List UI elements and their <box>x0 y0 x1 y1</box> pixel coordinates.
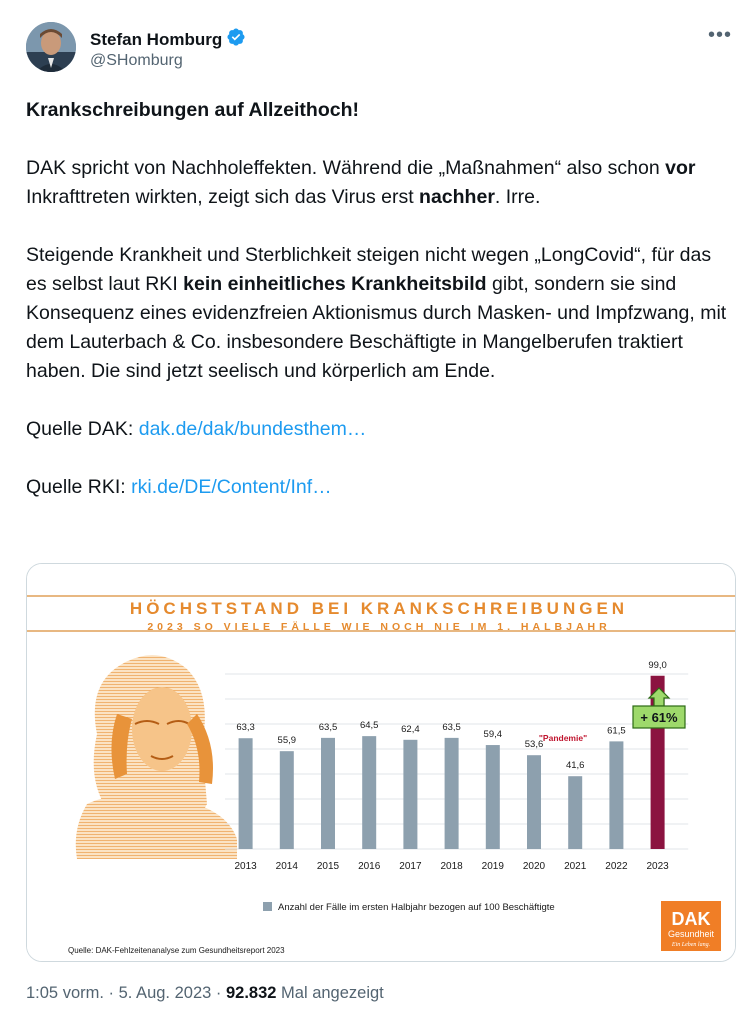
more-options-icon[interactable]: ••• <box>707 24 732 46</box>
tweet-paragraph-1: DAK spricht von Nachholeffekten. Während die „Maßnahmen“ also schon vor Inkrafttreten wirkten, zeigt sich das Virus erst nachher. Irre. <box>26 157 696 208</box>
x-label-2022: 2022 <box>605 861 628 872</box>
bar-2020 <box>527 755 541 849</box>
dak-link[interactable]: dak.de/dak/bundesthem… <box>138 418 367 440</box>
value-label-2021: 41,6 <box>565 760 585 772</box>
views-label: Mal angezeigt <box>276 984 384 1002</box>
bar-2015 <box>321 738 335 849</box>
increase-label: + 61% <box>640 710 678 725</box>
svg-text:Ein Leben lang.: Ein Leben lang. <box>671 942 711 948</box>
bar-2019 <box>486 745 500 849</box>
svg-text:DAK: DAK <box>671 909 711 929</box>
bar-2018 <box>445 738 459 849</box>
value-label-2019: 59,4 <box>483 729 503 741</box>
verified-badge-icon <box>226 27 246 52</box>
value-label-2020: 53,6 <box>524 739 544 751</box>
tweet-meta: 1:05 vorm. · 5. Aug. 2023 · 92.832 Mal angezeigt <box>26 984 384 1002</box>
x-label-2019: 2019 <box>481 861 504 872</box>
chart-title: HÖCHSTSTAND BEI KRANKSCHREIBUNGEN <box>129 599 629 618</box>
bar-2017 <box>403 740 417 849</box>
bar-2014 <box>280 751 294 849</box>
bar-2013 <box>239 738 253 849</box>
value-label-2023: 99,0 <box>648 659 667 671</box>
source-dak: Quelle DAK: dak.de/dak/bundesthem… <box>26 418 367 440</box>
tweet-time[interactable]: 1:05 vorm. <box>26 984 104 1002</box>
value-label-2018: 63,5 <box>442 721 461 733</box>
tweet-date[interactable]: 5. Aug. 2023 <box>118 984 212 1002</box>
chart-image-card[interactable] <box>26 563 736 962</box>
tweet-title: Krankschreibungen auf Allzeithoch! <box>26 99 359 121</box>
x-label-2016: 2016 <box>358 861 381 872</box>
avatar[interactable] <box>26 22 76 72</box>
tweet-text <box>26 96 731 502</box>
x-label-2023: 2023 <box>646 861 669 872</box>
views-count: 92.832 <box>225 984 277 1002</box>
tweet-paragraph-2: Steigende Krankheit und Sterblichkeit steigen nicht wegen „LongCovid“, für das es selbst laut RKI kein einheitliches Krankheitsbild gibt, sondern sie sind Konsequenz eines evidenzfreien Aktionismus durch Masken- und Impfzwang, mit dem Lauterbach & Co. insbesondere Beschäftigte in Mangelberufen traktiert haben. Die sind jetzt seelisch und körperlich am Ende. <box>26 244 727 382</box>
value-label-2016: 64,5 <box>359 720 379 732</box>
x-label-2015: 2015 <box>316 861 340 872</box>
source-rki: Quelle RKI: rki.de/DE/Content/Inf… <box>26 476 332 498</box>
x-label-2021: 2021 <box>564 861 587 872</box>
chart-subtitle: 2023 SO VIELE FÄLLE WIE NOCH NIE IM 1. HALBJAHR <box>147 621 611 633</box>
chart-source: Quelle: DAK-Fehlzeitenanalyse zum Gesundheitsreport 2023 <box>68 946 285 955</box>
author-handle[interactable]: @SHomburg <box>90 52 183 69</box>
svg-text:Gesundheit: Gesundheit <box>667 929 715 939</box>
bar-2022 <box>609 741 623 849</box>
value-label-2017: 62,4 <box>401 723 420 735</box>
tweet-header <box>26 22 736 78</box>
legend-swatch <box>263 902 272 911</box>
x-label-2020: 2020 <box>522 861 546 872</box>
x-label-2013: 2013 <box>234 861 257 872</box>
bar-2016 <box>362 736 376 849</box>
dak-logo <box>661 901 721 951</box>
rki-link[interactable]: rki.de/DE/Content/Inf… <box>131 476 332 498</box>
author-name[interactable]: Stefan Homburg <box>90 29 223 49</box>
x-label-2017: 2017 <box>399 861 422 872</box>
value-label-2022: 61,5 <box>607 725 626 737</box>
chart-legend: Anzahl der Fälle im ersten Halbjahr bezogen auf 100 Beschäftigte <box>278 902 555 913</box>
bar-2021 <box>568 776 582 849</box>
value-label-2013: 63,3 <box>236 722 255 734</box>
chart-graphic <box>27 564 735 961</box>
x-label-2014: 2014 <box>275 861 298 872</box>
pandemie-annotation: "Pandemie" <box>538 733 588 743</box>
value-label-2014: 55,9 <box>277 735 297 747</box>
value-label-2015: 63,5 <box>318 721 338 733</box>
x-label-2018: 2018 <box>440 861 463 872</box>
